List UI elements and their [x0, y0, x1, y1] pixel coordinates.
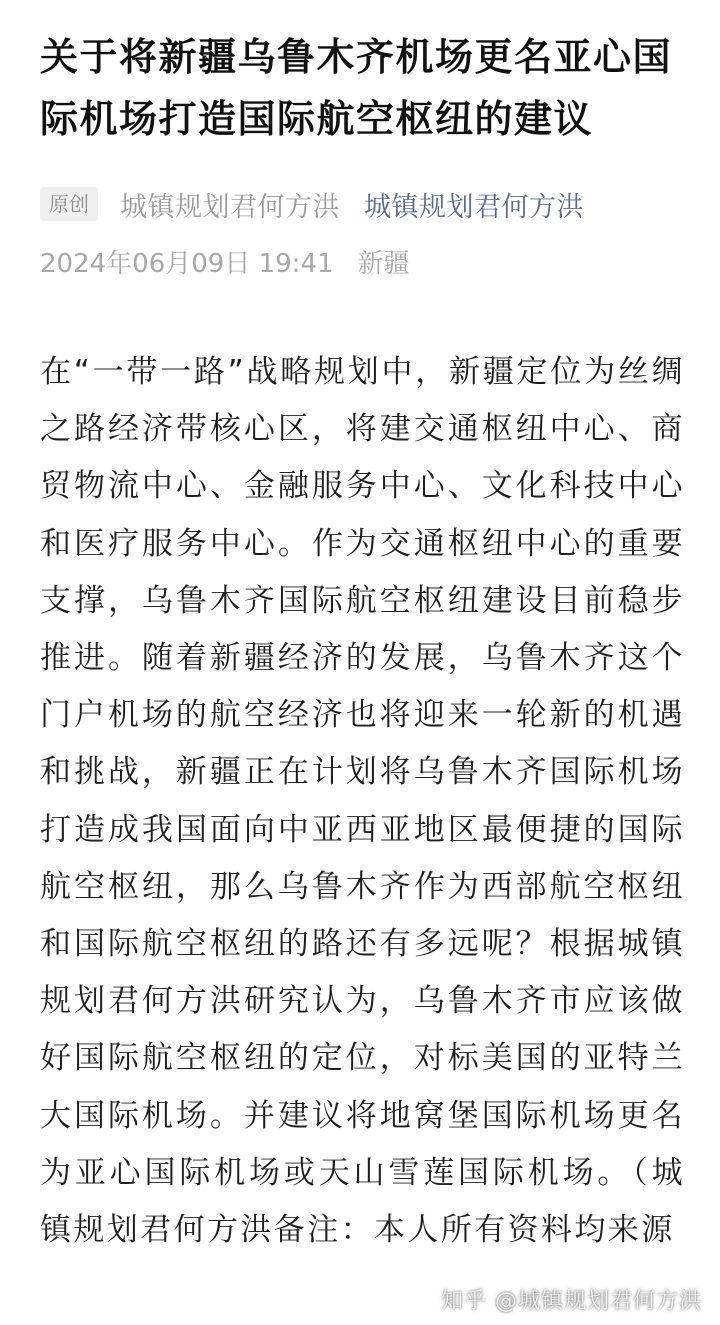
author-name: 城镇规划君何方洪: [120, 191, 340, 223]
publish-info: [40, 242, 685, 286]
account-name-link[interactable]: 城镇规划君何方洪: [364, 191, 584, 223]
watermark: 知乎 @城镇规划君何方洪: [441, 1289, 702, 1314]
publish-location: 新疆: [357, 249, 410, 279]
article-body: 在“一带一路”战略规划中，新疆定位为丝绸之路经济带核心区，将建交通枢纽中心、商贸物流中心、金融服务中心、文化科技中心和医疗服务中心。作为交通枢纽中心的重要支撑，乌鲁木齐国际航空枢纽建设目前稳步推进。随着新疆经济的发展，乌鲁木齐这个门户机场的航空经济也将迎来一轮新的机遇和挑战，新疆正在计划将乌鲁木齐国际机场打造成我国面向中亚西亚地区最便捷的国际航空枢纽，那么乌鲁木齐作为西部航空枢纽和国际航空枢纽的路还有多远呢？根据城镇规划君何方洪研究认为，乌鲁木齐市应该做好国际航空枢纽的定位，对标美国的亚特兰大国际机场。并建议将地窝堡国际机场更名为亚心国际机场或天山雪莲国际机场。（城镇规划君何方洪备注：本人所有资料均来源: [40, 354, 685, 1249]
publish-date: 2024年06月09日 19:41: [40, 249, 334, 279]
article-meta: [40, 184, 685, 224]
article-title: 关于将新疆乌鲁木齐机场更名亚心国际机场打造国际航空枢纽的建议: [40, 35, 673, 141]
article: [40, 0, 685, 1259]
original-badge: 原创: [40, 187, 98, 221]
